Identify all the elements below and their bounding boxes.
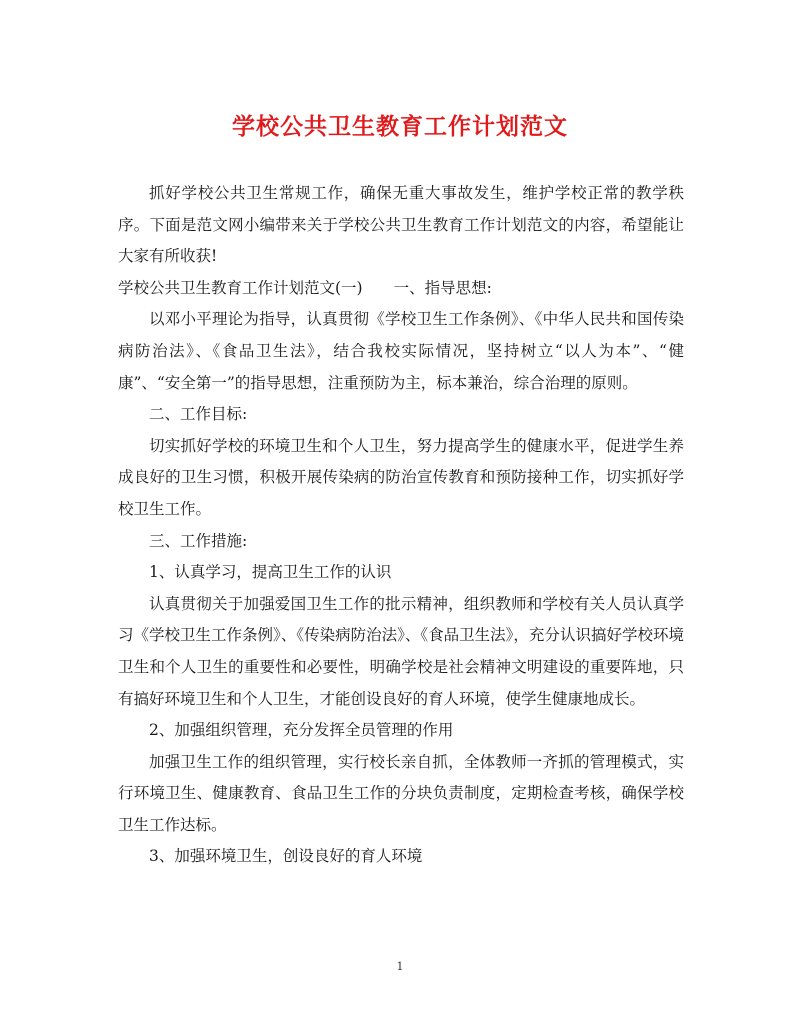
section-heading-guiding-ideology: 学校公共卫生教育工作计划范文(一) 一、指导思想:	[118, 278, 492, 297]
section-heading-work-goals: 二、工作目标:	[149, 405, 248, 424]
measure-heading-2: 2、加强组织管理，充分发挥全员管理的作用	[149, 721, 454, 740]
measure-paragraph-2: 加强卫生工作的组织管理，实行校长亲自抓，全体教师一齐抓的管理模式，实行环境卫生、健康教育、食品卫生工作的分块负责制度，定期检查考核，确保学校卫生工作达标。	[118, 752, 684, 834]
page-title: 学校公共卫生教育工作计划范文	[232, 113, 568, 140]
section-heading-work-measures: 三、工作措施:	[149, 531, 248, 550]
intro-paragraph: 抓好学校公共卫生常规工作，确保无重大事故发生，维护学校正常的教学秩序。下面是范文网小编带来关于学校公共卫生教育工作计划范文的内容，希望能让大家有所收获!	[118, 184, 684, 266]
work-goals-paragraph: 切实抓好学校的环境卫生和个人卫生，努力提高学生的健康水平，促进学生养成良好的卫生习惯，积极开展传染病的防治宣传教育和预防接种工作，切实抓好学校卫生工作。	[118, 436, 684, 518]
measure-heading-1: 1、认真学习，提高卫生工作的认识	[149, 563, 392, 582]
guiding-ideology-paragraph: 以邓小平理论为指导，认真贯彻《学校卫生工作条例》、《中华人民共和国传染病防治法》、《食品卫生法》，结合我校实际情况，坚持树立“以人为本”、“健康”、“安全第一”的指导思想，注重预防为主，标本兼治，综合治理的原则。	[118, 310, 684, 392]
page-number: 1	[396, 960, 404, 973]
measure-paragraph-1: 认真贯彻关于加强爱国卫生工作的批示精神，组织教师和学校有关人员认真学习《学校卫生工作条例》、《传染病防治法》、《食品卫生法》，充分认识搞好学校环境卫生和个人卫生的重要性和必要性，明确学校是社会精神文明建设的重要阵地，只有搞好环境卫生和个人卫生，才能创设良好的育人环境，使学生健康地成长。	[118, 594, 684, 708]
measure-heading-3: 3、加强环境卫生，创设良好的育人环境	[149, 847, 423, 866]
document-body	[118, 178, 684, 873]
